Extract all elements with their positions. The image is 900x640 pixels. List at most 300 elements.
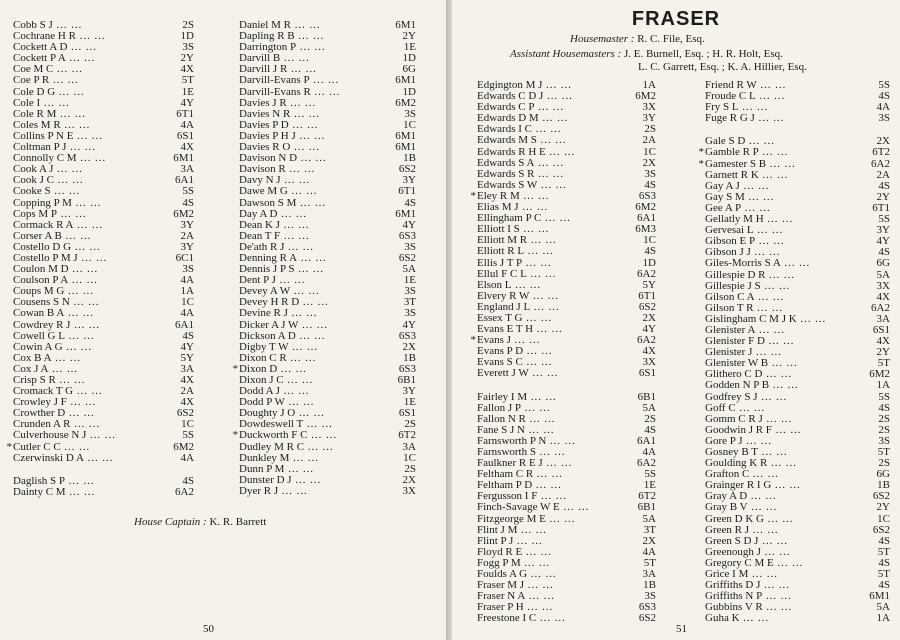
list-item (232, 308, 416, 319)
list-item (232, 408, 416, 419)
list-item (470, 269, 656, 280)
pupil-name: Davies P H J … … (238, 131, 386, 142)
assistant-line-2 (638, 61, 807, 73)
form-code: 2Y (180, 52, 194, 65)
pupil-name: Coe M C … … (12, 64, 164, 75)
pupil-name: Fuge R G J … … (704, 113, 860, 124)
pupil-name: Denning R A … … (238, 253, 386, 264)
form-code: 5T (181, 74, 194, 87)
list-item (698, 425, 890, 436)
form-code: 2S (404, 418, 416, 431)
form-code: 3A (642, 568, 656, 581)
pupil-name: Gray A D … … (704, 491, 860, 502)
list-item (470, 436, 656, 447)
list-item (698, 236, 890, 247)
form-code: 1C (181, 296, 194, 309)
pupil-name: Evans P D … … (476, 346, 626, 357)
form-code: 6M1 (395, 19, 416, 31)
pupil-name: Gay S M … … (704, 192, 860, 203)
pupil-name: Cutler C C … … (12, 442, 164, 453)
form-code: 3S (404, 240, 416, 253)
list-item (6, 253, 194, 264)
list-item (232, 20, 416, 31)
pupil-name: Flint J M … … (476, 525, 626, 536)
list-item (6, 320, 194, 331)
list-item (698, 591, 890, 602)
list-item (232, 275, 416, 286)
form-code: 4S (644, 178, 656, 191)
pupil-name: Copping P M … … (12, 198, 164, 209)
list-item (698, 403, 890, 414)
form-code: 6S2 (398, 251, 416, 264)
form-code: 6M1 (395, 141, 416, 154)
pupil-name: Griffiths D J … … (704, 580, 860, 591)
form-code: 1C (403, 118, 416, 131)
list-item (232, 142, 416, 153)
list-item (698, 347, 890, 358)
list-item (698, 436, 890, 447)
right-page (452, 0, 900, 640)
list-item (698, 514, 890, 525)
form-code: 6B1 (637, 390, 656, 403)
list-item (470, 324, 656, 335)
form-code: 6S1 (398, 407, 416, 420)
list-item (698, 303, 890, 314)
form-code: 3A (402, 440, 416, 453)
form-code: 4Y (402, 218, 416, 231)
pupil-name: Dickson A D … … (238, 331, 386, 342)
list-item (232, 87, 416, 98)
form-code: 6A2 (175, 485, 194, 498)
list-item (232, 453, 416, 464)
pupil-name: Glithero C D … … (704, 369, 860, 380)
pupil-name: Daniel M R … … (238, 20, 386, 31)
list-item (6, 453, 194, 464)
list-item (698, 292, 890, 303)
form-code: 1B (403, 351, 416, 364)
form-code: 2A (180, 385, 194, 398)
pupil-name: Davies P D … … (238, 120, 386, 131)
list-item (698, 258, 890, 269)
pupil-name: Elliott M R … … (476, 235, 626, 246)
form-code: 6S2 (638, 612, 656, 625)
list-item (6, 42, 194, 53)
list-item (6, 353, 194, 364)
pupil-name: Coltman P J … … (12, 142, 164, 153)
pupil-name: Feltham C R … … (476, 469, 626, 480)
pupil-name: Gervesai L … … (704, 225, 860, 236)
asterisk-marker: * (232, 429, 238, 442)
form-code: 2S (878, 412, 890, 425)
form-code: 4S (878, 246, 890, 259)
form-code: 5A (876, 268, 890, 281)
pupil-name: Dean K J … … (238, 220, 386, 231)
pupil-name: Gamble R P … … (704, 147, 860, 158)
assistant-line-1 (510, 48, 783, 60)
list-item (232, 464, 416, 475)
pupil-name: Gore P J … … (704, 436, 860, 447)
form-code: 2S (878, 457, 890, 470)
pupil-name: Fraser N A … … (476, 591, 626, 602)
list-item (6, 186, 194, 197)
form-code: 5S (878, 79, 890, 91)
form-code: 4S (182, 329, 194, 342)
form-code: 4S (182, 474, 194, 487)
pupil-name: Dainty C M … … (12, 487, 164, 498)
list-item (6, 20, 194, 31)
form-code: 6G (876, 257, 890, 270)
list-item (698, 113, 890, 124)
form-code: 6A1 (175, 174, 194, 187)
pupil-name: Dent P J … … (238, 275, 386, 286)
pupil-name: Gellatly M H … … (704, 214, 860, 225)
list-item (698, 358, 890, 369)
housemaster-name: R. C. File, Esq. (637, 33, 705, 45)
list-item (470, 169, 656, 180)
list-item (470, 469, 656, 480)
form-code: 5S (878, 390, 890, 403)
pupil-name: Glenister F D … … (704, 336, 860, 347)
form-code: 3X (402, 484, 416, 497)
pupil-name: Elson L … … (476, 280, 626, 291)
form-code: 3S (878, 434, 890, 447)
asterisk-marker: * (698, 157, 704, 170)
pupil-name: Cox B A … … (12, 353, 164, 364)
list-item (698, 270, 890, 281)
form-code: 6S2 (872, 490, 890, 503)
form-code: 6M1 (395, 129, 416, 142)
list-item (6, 275, 194, 286)
list-item (6, 286, 194, 297)
pupil-name: Fraser M J … … (476, 580, 626, 591)
form-code: 3X (642, 101, 656, 114)
list-item (232, 109, 416, 120)
house-captain-name: K. R. Barrett (209, 516, 267, 528)
pupil-name: Gillespie D R … … (704, 270, 860, 281)
house-captain-label: House Captain : (134, 516, 207, 528)
list-item (698, 502, 890, 513)
pupil-name: Collins P N E … … (12, 131, 164, 142)
pupil-name: Gibson E P … … (704, 236, 860, 247)
list-item (470, 580, 656, 591)
pupil-name: Ellis J T P … … (476, 258, 626, 269)
pupil-name: Gibson J J … … (704, 247, 860, 258)
form-code: 1E (181, 85, 194, 98)
list-item (470, 102, 656, 113)
list-item (232, 397, 416, 408)
list-item (232, 131, 416, 142)
pupil-name: Cook J C … … (12, 175, 164, 186)
form-code: 5S (182, 429, 194, 442)
form-code: 6A2 (637, 457, 656, 470)
list-item (470, 180, 656, 191)
form-code: 1B (877, 479, 890, 492)
pupil-name: Darvill-Evans R … … (238, 87, 386, 98)
pupil-name: Eley R M … … (476, 191, 626, 202)
pupil-name: Cowan B A … … (12, 308, 164, 319)
pupil-name: Dennis J P S … … (238, 264, 386, 275)
list-item (698, 80, 890, 91)
list-item (6, 198, 194, 209)
form-code: 6S3 (638, 601, 656, 614)
list-item (470, 258, 656, 269)
form-code: 6S2 (176, 407, 194, 420)
list-item (6, 297, 194, 308)
form-code: 2X (642, 534, 656, 547)
pupil-name: Gosney B T … … (704, 447, 860, 458)
pupil-name: Dodd A J … … (238, 386, 386, 397)
form-code: 2A (642, 134, 656, 147)
form-code: 3S (644, 590, 656, 603)
list-item (698, 491, 890, 502)
list-item (6, 397, 194, 408)
pupil-name: Evans E T H … … (476, 324, 626, 335)
form-code: 4X (876, 335, 890, 348)
pupil-name: Gale S D … … (704, 136, 860, 147)
form-code: 6S1 (872, 323, 890, 336)
list-item (6, 242, 194, 253)
form-code: 6S3 (398, 329, 416, 342)
list-item (232, 209, 416, 220)
form-code: 3A (180, 362, 194, 375)
pupil-name: Cole D G … … (12, 87, 164, 98)
form-code: 3X (876, 279, 890, 292)
form-code: 6M1 (395, 74, 416, 87)
pupil-name: Everett J W … … (476, 368, 626, 379)
pupil-name: Gray B V … … (704, 502, 860, 513)
list-item (232, 64, 416, 75)
pupil-name: Davies J R … … (238, 98, 386, 109)
pupil-name: Fry S L … … (704, 102, 860, 113)
form-code: 4S (182, 196, 194, 209)
pupil-name: Cooke S … … (12, 186, 164, 197)
form-code: 3S (182, 41, 194, 54)
pupil-name: Glenister J … … (704, 347, 860, 358)
list-item (470, 458, 656, 469)
list-item (470, 357, 656, 368)
form-code: 2X (876, 135, 890, 148)
list-item (698, 192, 890, 203)
pupil-name: Goulding K R … … (704, 458, 860, 469)
pupil-name: Grice I M … … (704, 569, 860, 580)
form-code: 5S (182, 185, 194, 198)
form-code: 3Y (180, 218, 194, 231)
form-code: 5Y (642, 278, 656, 291)
form-code: 6M2 (173, 440, 194, 453)
list-item (470, 447, 656, 458)
form-code: 6T1 (638, 289, 656, 302)
form-code: 4A (642, 446, 656, 458)
pupil-name: Dunn P M … … (238, 464, 386, 475)
pupil-name: Gamester S B … … (704, 159, 860, 170)
pupil-name: Duckworth F C … … (238, 430, 386, 441)
list-item (698, 469, 890, 480)
form-code: 4S (878, 179, 890, 192)
pupil-name: Cromack T G … … (12, 386, 164, 397)
form-code: 1D (402, 85, 416, 98)
form-code: 5A (642, 401, 656, 414)
pupil-name: Darvill-Evans P … … (238, 75, 386, 86)
pupil-name: Ellul F C L … … (476, 269, 626, 280)
form-code: 6S3 (398, 229, 416, 242)
form-code: 1E (403, 41, 416, 54)
list-item (232, 386, 416, 397)
form-code: 1A (876, 612, 890, 625)
form-code: 4S (878, 401, 890, 414)
form-code: 6S2 (872, 523, 890, 536)
list-item (6, 98, 194, 109)
list-item (698, 613, 890, 624)
form-code: 1A (642, 79, 656, 91)
list-item (470, 313, 656, 324)
section-gap (698, 124, 890, 136)
list-item (232, 353, 416, 364)
list-item (470, 514, 656, 525)
list-item (698, 136, 890, 147)
form-code: 4S (878, 534, 890, 547)
form-code: 2S (404, 462, 416, 475)
pupil-name: Dunkley M … … (238, 453, 386, 464)
pupil-name: Crowther D … … (12, 408, 164, 419)
pupil-name: Goff C … … (704, 403, 860, 414)
pupil-name: Farnsworth P N … … (476, 436, 626, 447)
list-item (698, 447, 890, 458)
form-code: 3A (180, 163, 194, 176)
pupil-name: Goodwin J R F … … (704, 425, 860, 436)
form-code: 1D (402, 52, 416, 65)
list-item (6, 164, 194, 175)
list-item (470, 113, 656, 124)
list-item (6, 331, 194, 342)
form-code: 6S1 (638, 367, 656, 380)
form-code: 1A (180, 285, 194, 298)
pupil-name: Coups M G … … (12, 286, 164, 297)
list-item (470, 147, 656, 158)
house-title: FRASER (631, 8, 721, 30)
pupil-name: Culverhouse N J … … (12, 430, 164, 441)
list-item (698, 181, 890, 192)
form-code: 4X (876, 290, 890, 303)
list-item (470, 80, 656, 91)
form-code: 6T2 (638, 490, 656, 503)
form-code: 4X (180, 374, 194, 386)
form-code: 6M1 (173, 152, 194, 165)
list-item (6, 53, 194, 64)
pupil-name: Garnett R K … … (704, 170, 860, 181)
list-item (698, 102, 890, 113)
pupil-name: Edwards S R … … (476, 169, 626, 180)
form-code: 2Y (876, 346, 890, 359)
form-code: 2A (180, 229, 194, 242)
list-item (698, 458, 890, 469)
form-code: 1C (643, 145, 656, 158)
form-code: 4A (876, 101, 890, 114)
list-item (698, 336, 890, 347)
pupil-name: Corser A B … … (12, 231, 164, 242)
pupil-name: Connolly C M … … (12, 153, 164, 164)
list-item (6, 142, 194, 153)
pupil-name: Friend R W … … (704, 80, 860, 91)
form-code: 3S (404, 285, 416, 298)
pupil-name: Farnsworth S … … (476, 447, 626, 458)
pupil-name: Grafton C … … (704, 469, 860, 480)
list-item (232, 31, 416, 42)
housemaster-label: Housemaster : (570, 33, 635, 45)
pupil-name: Coles M R … … (12, 120, 164, 131)
assistant-names-1: J. E. Burnell, Esq. ; H. R. Holt, Esq. (623, 48, 783, 60)
list-item (470, 547, 656, 558)
pupil-name: Foulds A G … … (476, 569, 626, 580)
pupil-name: Cowdrey R J … … (12, 320, 164, 331)
pupil-name: Day A D … … (238, 209, 386, 220)
list-item (470, 213, 656, 224)
pupil-name: Devey H R D … … (238, 297, 386, 308)
asterisk-marker: * (232, 362, 238, 375)
form-code: 2S (182, 19, 194, 31)
form-code: 2S (644, 412, 656, 425)
pupil-name: Dean T F … … (238, 231, 386, 242)
form-code: 1E (403, 396, 416, 409)
list-item (232, 297, 416, 308)
list-item (698, 602, 890, 613)
list-item (232, 153, 416, 164)
list-item (6, 131, 194, 142)
pupil-name: Elias M J … … (476, 202, 626, 213)
pupil-name: Glenister W B … … (704, 358, 860, 369)
form-code: 6T2 (398, 429, 416, 442)
pupil-name: England J L … … (476, 302, 626, 313)
form-code: 6T1 (398, 185, 416, 198)
form-code: 3T (643, 523, 656, 536)
form-code: 3S (404, 107, 416, 120)
form-code: 4S (878, 90, 890, 103)
pupil-name: Darvill B … … (238, 53, 386, 64)
list-item (470, 91, 656, 102)
form-code: 1E (643, 479, 656, 492)
form-code: 6A2 (637, 267, 656, 280)
form-code: 4S (644, 423, 656, 436)
form-code: 5A (642, 512, 656, 525)
list-item (470, 302, 656, 313)
form-code: 2X (402, 473, 416, 486)
list-item (6, 430, 194, 441)
form-code: 6G (402, 63, 416, 76)
list-item (698, 159, 890, 170)
form-code: 4S (404, 196, 416, 209)
list-item (470, 558, 656, 569)
pupil-name: Davy N J … … (238, 175, 386, 186)
pupil-name: Essex T G … … (476, 313, 626, 324)
form-code: 6B1 (637, 501, 656, 514)
pupil-name: Doughty J O … … (238, 408, 386, 419)
form-code: 6M1 (395, 207, 416, 220)
list-item (6, 487, 194, 498)
pupil-name: Coe P R … … (12, 75, 164, 86)
list-item (698, 380, 890, 391)
form-code: 4Y (402, 318, 416, 331)
pupil-name: Cox J A … … (12, 364, 164, 375)
list-item (698, 480, 890, 491)
list-item (232, 331, 416, 342)
form-code: 2X (642, 311, 656, 324)
list-item (470, 502, 656, 513)
form-code: 4S (878, 556, 890, 569)
pupil-name: Dowdeswell T … … (238, 419, 386, 430)
form-code: 3Y (402, 385, 416, 398)
list-item (698, 203, 890, 214)
pupil-name: Cook A J … … (12, 164, 164, 175)
pupil-name: Darvill J R … … (238, 64, 386, 75)
